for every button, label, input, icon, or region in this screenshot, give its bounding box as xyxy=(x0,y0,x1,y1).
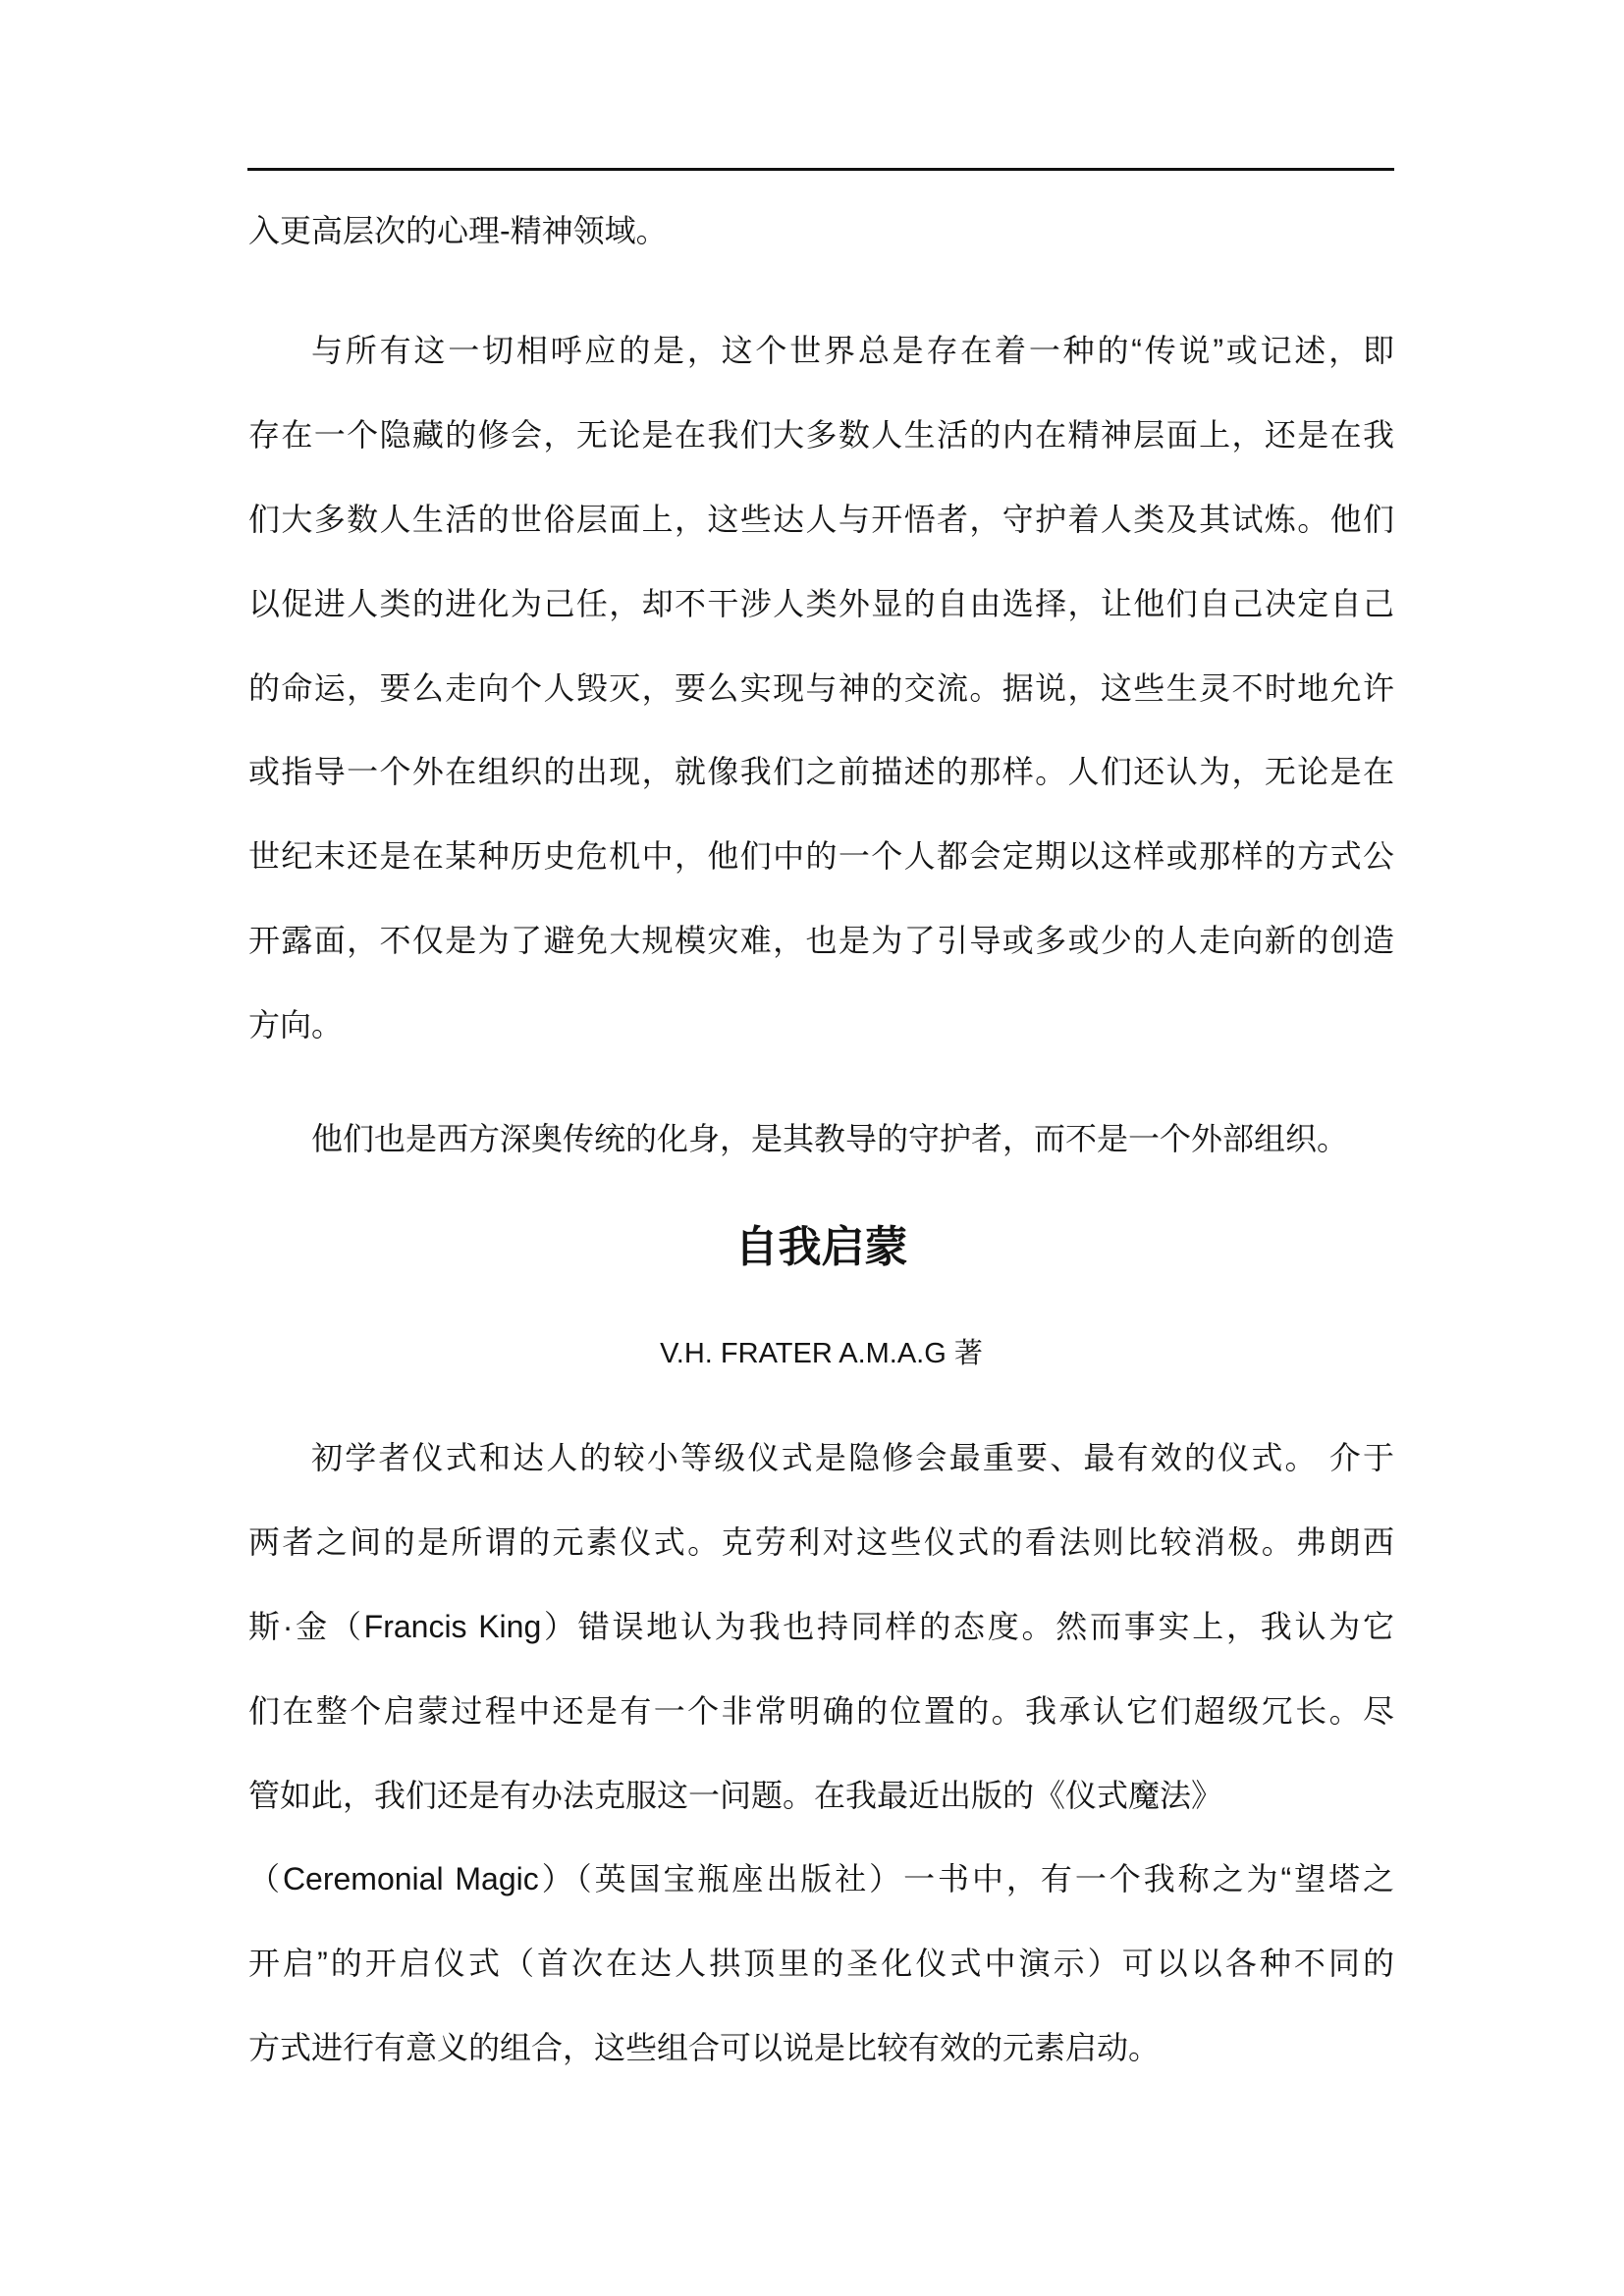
paragraph-line: 他们也是西方深奥传统的化身，是其教导的守护者，而不是一个外部组织。 xyxy=(311,1121,1349,1156)
paragraph-line: 世纪末还是在某种历史危机中，他们中的一个人都会定期以这样或那样的方式公 xyxy=(248,838,1394,875)
paragraph-line: 开露面，不仅是为了避免大规模灾难，也是为了引导或多或少的人走向新的创造 xyxy=(248,923,1394,959)
paragraph-line: 开启”的开启仪式（首次在达人拱顶里的圣化仪式中演示）可以以各种不同的 xyxy=(248,1946,1394,1982)
paragraph-elemental-rituals xyxy=(248,1416,1394,2091)
paragraph-line: 入更高层次的心理-精神领域。 xyxy=(248,213,668,248)
paragraph-line: 以促进人类的进化为己任，却不干涉人类外显的自由选择，让他们自己决定自己 xyxy=(248,585,1394,621)
paragraph-line: 与所有这一切相呼应的是，这个世界总是存在着一种的“传说”或记述，即 xyxy=(311,333,1394,368)
paragraph-line: 两者之间的是所谓的元素仪式。克劳利对这些仪式的看法则比较消极。弗朗西 xyxy=(248,1523,1394,1560)
paragraph-line: 斯·金（Francis King）错误地认为我也持同样的态度。然而事实上，我认为它 xyxy=(248,1608,1394,1644)
header-rule xyxy=(247,168,1394,171)
paragraph-western-tradition xyxy=(248,1097,1394,1182)
paragraph-line: 方式进行有意义的组合，这些组合可以说是比较有效的元素启动。 xyxy=(248,2030,1161,2066)
section-title: 自我启蒙 xyxy=(734,1222,908,1272)
paragraph-line: （Ceremonial Magic）（英国宝瓶座出版社）一书中，有一个我称之为“望塔之 xyxy=(248,1861,1394,1897)
paragraph-line: 初学者仪式和达人的较小等级仪式是隐修会最重要、最有效的仪式。 介于 xyxy=(311,1440,1394,1475)
paragraph-line: 们大多数人生活的世俗层面上，这些达人与开悟者，守护着人类及其试炼。他们 xyxy=(248,501,1394,537)
continuation-paragraph xyxy=(248,189,1394,274)
paragraph-line: 存在一个隐藏的修会，无论是在我们大多数人生活的内在精神层面上，还是在我 xyxy=(248,416,1394,453)
paragraph-line: 方向。 xyxy=(248,1007,344,1043)
section-byline: V.H. FRATER A.M.A.G 著 xyxy=(660,1338,983,1369)
paragraph-line: 管如此，我们还是有办法克服这一问题。在我最近出版的《仪式魔法》 xyxy=(248,1777,1223,1813)
paragraph-line: 们在整个启蒙过程中还是有一个非常明确的位置的。我承认它们超级冗长。尽 xyxy=(248,1692,1394,1729)
paragraph-hidden-order xyxy=(248,309,1394,1068)
paragraph-line: 的命运，要么走向个人毁灭，要么实现与神的交流。据说，这些生灵不时地允许 xyxy=(248,669,1394,706)
paragraph-line: 或指导一个外在组织的出现，就像我们之前描述的那样。人们还认为，无论是在 xyxy=(248,754,1394,790)
